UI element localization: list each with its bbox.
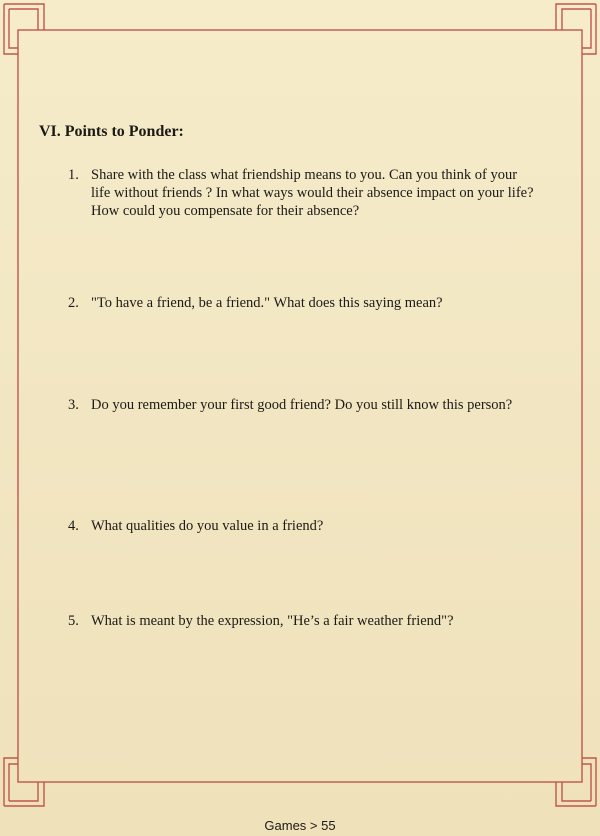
question-text: Do you remember your first good friend? Do you still know this person?: [91, 397, 513, 413]
question-number: 1.: [68, 167, 79, 183]
question-4: [68, 517, 538, 535]
question-number: 3.: [68, 397, 79, 413]
corner-top-left-inner: [9, 9, 38, 48]
question-text: What qualities do you value in a friend?: [91, 518, 324, 534]
question-2: [68, 294, 538, 312]
question-text: What is meant by the expression, "He’s a fair weather friend"?: [91, 613, 454, 629]
question-text: "To have a friend, be a friend." What does this saying mean?: [91, 295, 443, 311]
question-5: [68, 612, 538, 630]
question-1: [68, 166, 538, 220]
question-number: 2.: [68, 295, 79, 311]
page-footer: Games > 55: [264, 818, 336, 833]
question-text: Share with the class what friendship means to you. Can you think of your life without friends ? In what ways would their absence impact on your life? How could you compensate for their absence?: [91, 167, 534, 219]
corner-top-right-inner: [562, 9, 591, 48]
question-number: 4.: [68, 518, 79, 534]
section-heading: VI. Points to Ponder:: [39, 123, 184, 140]
question-3: [68, 396, 538, 414]
question-number: 5.: [68, 613, 79, 629]
